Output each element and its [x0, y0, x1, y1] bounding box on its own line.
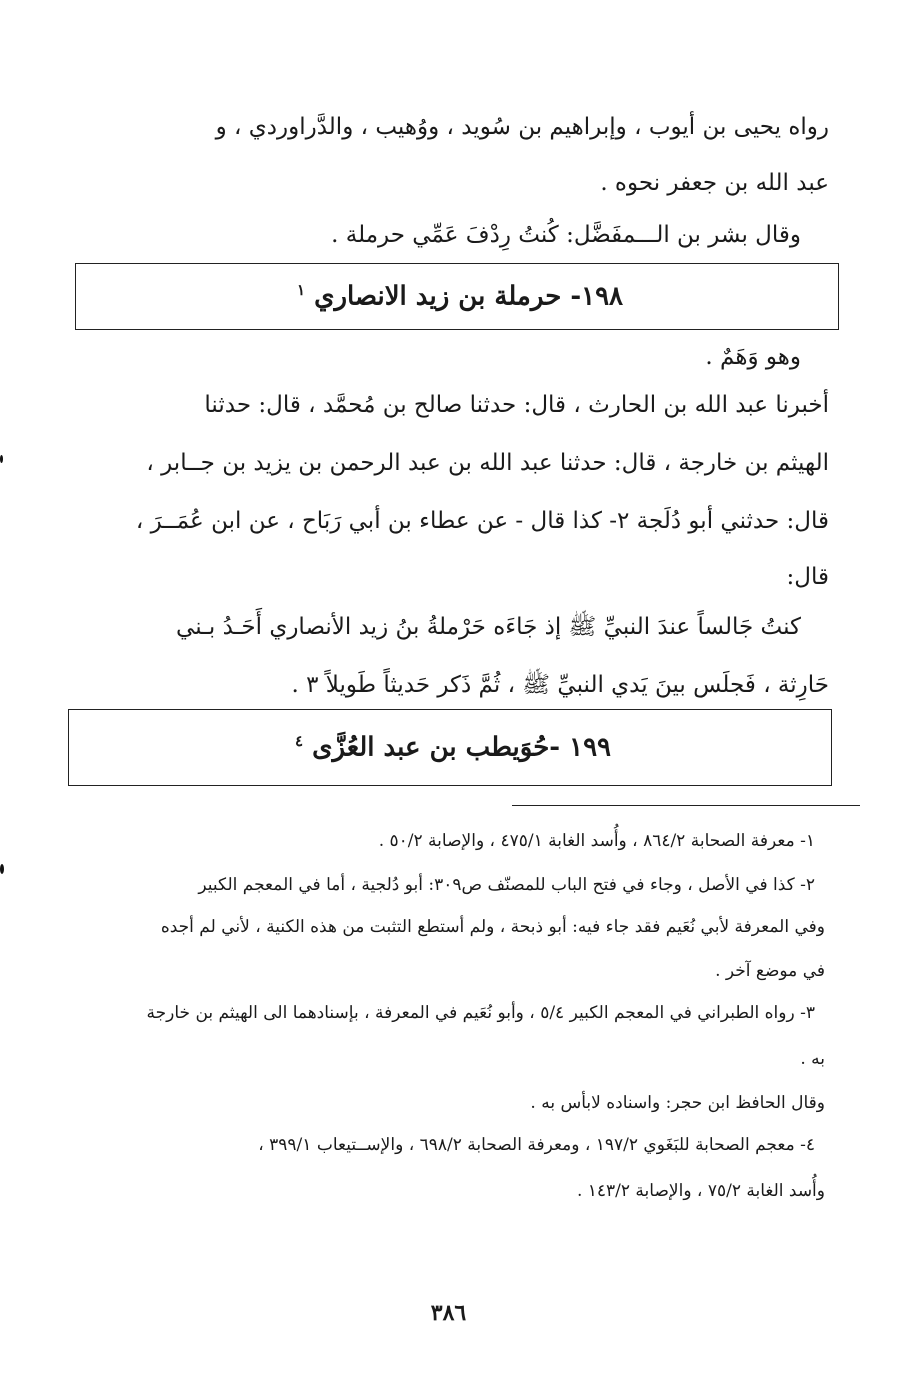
footnote-1: ١- معرفة الصحابة ٨٦٤/٢ ، وأُسد الغابة ٤٧٥/١ ، والإصابة ٥٠/٢ . — [378, 831, 815, 851]
footnote-ref: ١ — [296, 281, 306, 300]
scan-mark — [0, 455, 3, 463]
footnote-ref: ٤ — [294, 732, 304, 751]
footnote-2-cont: وفي المعرفة لأبي نُعَيم فقد جاء فيه: أبو ذبحة ، ولم أستطع التثبت من هذه الكنية ، لأني لم أجده — [160, 917, 825, 937]
footnote-2-cont: في موضع آخر . — [715, 961, 825, 981]
text-line: عبد الله بن جعفر نحوه . — [600, 170, 829, 196]
footnote-3-cont: وقال الحافظ ابن حجر: واسناده لابأس به . — [530, 1093, 825, 1113]
page-number: ٣٨٦ — [430, 1300, 467, 1326]
section-heading-199 — [68, 709, 832, 786]
text-line: وقال بشر بن الـــمفَضَّل: كُنتُ رِدْفَ عَمِّي حرملة . — [331, 222, 801, 248]
footnote-3: ٣- رواه الطبراني في المعجم الكبير ٥/٤ ، وأبو نُعَيم في المعرفة ، بإسنادهما الى الهيثم بن خارجة — [146, 1003, 815, 1023]
text-line: قال: حدثني أبو دُلَجة ٢- كذا قال - عن عطاء بن أبي رَبَاح ، عن ابن عُمَــرَ ، — [135, 508, 829, 534]
text-line: حَارِثة ، فَجلَس بينَ يَدي النبيِّ ﷺ ، ثُمَّ ذَكر حَديثاً طَويلاً ٣ . — [291, 672, 829, 698]
footnote-4: ٤- معجم الصحابة للبَغَوي ١٩٧/٢ ، ومعرفة الصحابة ٦٩٨/٢ ، والإســتيعاب ٣٩٩/١ ، — [258, 1135, 815, 1155]
footnote-3-cont: به . — [800, 1049, 825, 1069]
footnote-4-cont: وأُسد الغابة ٧٥/٢ ، والإصابة ١٤٣/٢ . — [576, 1181, 825, 1201]
text-line: كنتُ جَالساً عندَ النبيِّ ﷺ إذ جَاءَه حَرْملةُ بنُ زيد الأنصاري أَحَـدُ بـني — [176, 614, 801, 640]
footnote-2: ٢- كذا في الأصل ، وجاء في فتح الباب للمصنّف ص٣٠٩: أبو دُلجية ، أما في المعجم الكبير — [198, 875, 815, 895]
heading-title: ١٩٨- حرملة بن زيد الانصاري — [314, 281, 624, 312]
heading-title: ١٩٩ -حُوَيطب بن عبد العُزَّى — [312, 732, 612, 763]
text-line: الهيثم بن خارجة ، قال: حدثنا عبد الله بن عبد الرحمن بن يزيد بن جــابر ، — [146, 450, 829, 476]
scan-mark — [0, 864, 4, 874]
footnote-separator — [512, 805, 860, 806]
text-line: قال: — [786, 564, 829, 590]
text-line: وهو وَهَمٌ . — [705, 344, 801, 370]
section-heading-198 — [75, 263, 839, 330]
text-line: أخبرنا عبد الله بن الحارث ، قال: حدثنا صالح بن مُحمَّد ، قال: حدثنا — [204, 392, 829, 418]
text-line: رواه يحيى بن أيوب ، وإبراهيم بن سُويد ، ووُهيب ، والدَّراوردي ، و — [215, 114, 829, 140]
